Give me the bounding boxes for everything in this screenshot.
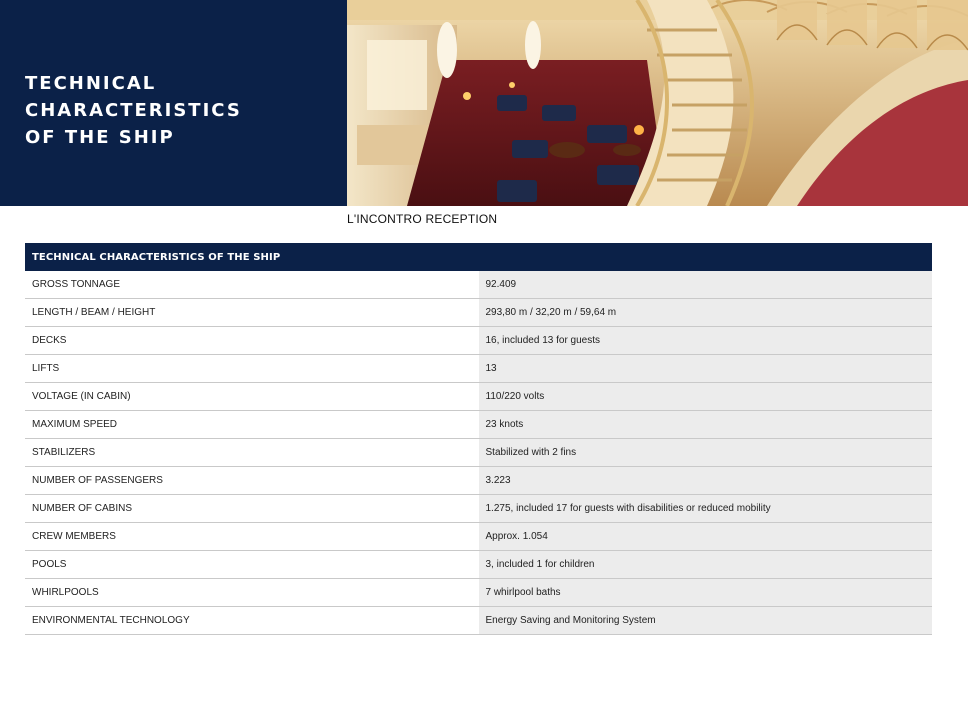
table-row — [25, 467, 932, 495]
table-row — [25, 523, 932, 551]
page-title-line-1: TECHNICAL CHARACTERISTICS — [25, 73, 242, 121]
table-row — [25, 299, 932, 327]
row-value: Energy Saving and Monitoring System — [479, 607, 933, 635]
row-value: 13 — [479, 355, 933, 383]
row-value: 16, included 13 for guests — [479, 327, 933, 355]
row-value: 1.275, included 17 for guests with disabilities or reduced mobility — [479, 495, 933, 523]
row-label: NUMBER OF CABINS — [25, 495, 479, 523]
page-title — [25, 70, 347, 151]
table-header-row — [25, 243, 932, 271]
row-label: VOLTAGE (IN CABIN) — [25, 383, 479, 411]
row-label: NUMBER OF PASSENGERS — [25, 467, 479, 495]
table-row — [25, 495, 932, 523]
row-value: 110/220 volts — [479, 383, 933, 411]
row-value: 92.409 — [479, 271, 933, 299]
row-label: WHIRLPOOLS — [25, 579, 479, 607]
row-label: LIFTS — [25, 355, 479, 383]
table-row — [25, 383, 932, 411]
row-label: CREW MEMBERS — [25, 523, 479, 551]
table-row — [25, 271, 932, 299]
row-label: POOLS — [25, 551, 479, 579]
row-label: STABILIZERS — [25, 439, 479, 467]
table-row — [25, 579, 932, 607]
table-row — [25, 355, 932, 383]
specifications-table — [25, 243, 932, 635]
row-label: GROSS TONNAGE — [25, 271, 479, 299]
table-row — [25, 439, 932, 467]
table-row — [25, 411, 932, 439]
row-label: DECKS — [25, 327, 479, 355]
page-title-line-2: OF THE SHIP — [25, 127, 175, 148]
row-value: 7 whirlpool baths — [479, 579, 933, 607]
reception-photo — [347, 0, 968, 206]
row-label: ENVIRONMENTAL TECHNOLOGY — [25, 607, 479, 635]
row-value: Stabilized with 2 fins — [479, 439, 933, 467]
header-band — [0, 0, 347, 206]
table-row — [25, 327, 932, 355]
row-value: 293,80 m / 32,20 m / 59,64 m — [479, 299, 933, 327]
table-row — [25, 551, 932, 579]
row-label: MAXIMUM SPEED — [25, 411, 479, 439]
row-value: 3.223 — [479, 467, 933, 495]
row-value: Approx. 1.054 — [479, 523, 933, 551]
table-heading: TECHNICAL CHARACTERISTICS OF THE SHIP — [25, 243, 932, 271]
row-value: 3, included 1 for children — [479, 551, 933, 579]
photo-caption: L'INCONTRO RECEPTION — [347, 212, 498, 226]
row-value: 23 knots — [479, 411, 933, 439]
table-row — [25, 607, 932, 635]
row-label: LENGTH / BEAM / HEIGHT — [25, 299, 479, 327]
atrium-illustration — [347, 0, 968, 206]
